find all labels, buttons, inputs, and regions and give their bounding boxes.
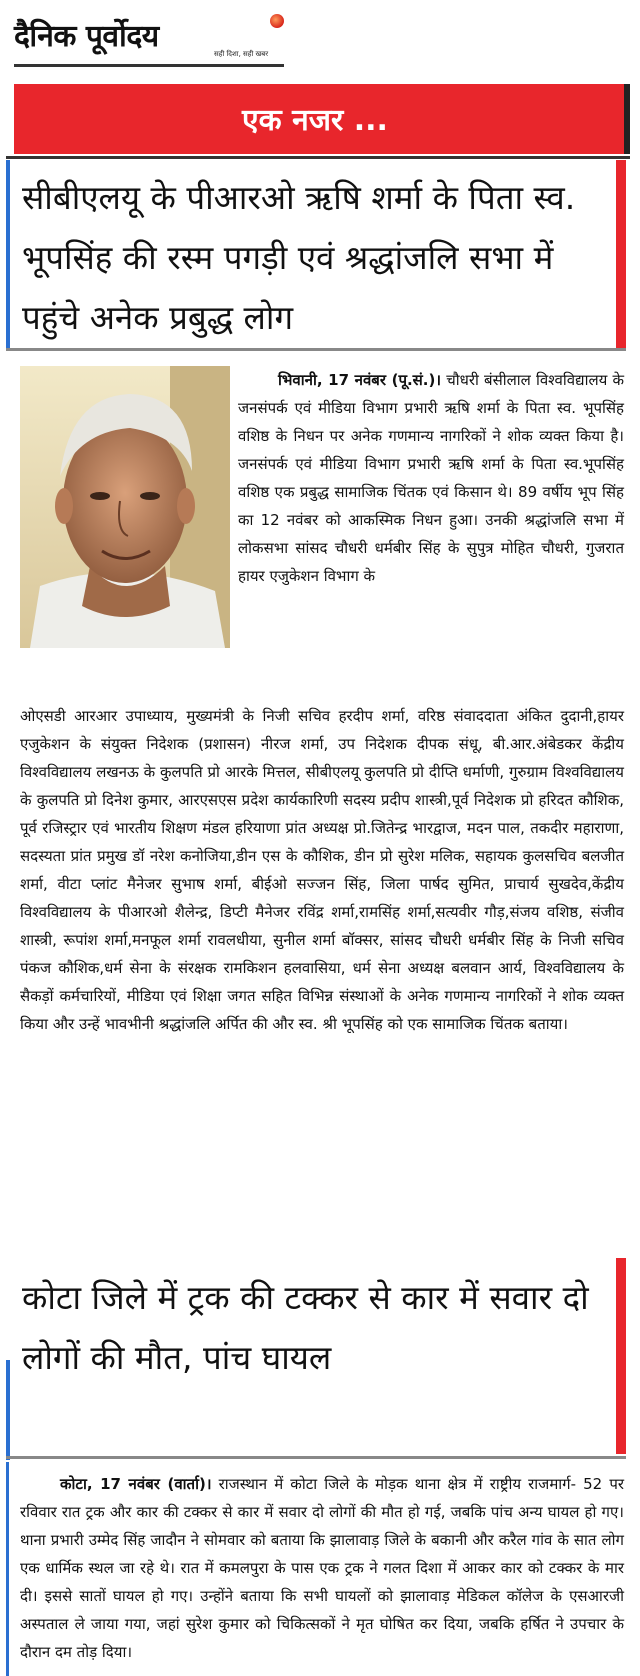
article-1-body-wrap <box>238 366 624 590</box>
article-1-photo <box>20 366 230 648</box>
tagline: सही दिशा, सही खबर <box>214 50 269 58</box>
article-1-headline: सीबीएलयू के पीआरओ ऋषि शर्मा के पिता स्व. भूपसिंह की रस्म पगड़ी एवं श्रद्धांजलि सभा में पहुंचे अनेक प्रबुद्ध लोग <box>22 178 576 337</box>
accent-bar <box>6 160 10 348</box>
accent-bar <box>616 1258 626 1454</box>
divider <box>6 348 626 351</box>
accent-bar <box>6 1360 10 1460</box>
article-2-body <box>20 1470 624 1666</box>
accent-bar <box>6 1462 9 1676</box>
article-1-body-continued: ओएसडी आरआर उपाध्याय, मुख्यमंत्री के निजी सचिव हरदीप शर्मा, वरिष्ठ संवाददाता अंकित दुदानी,हायर एजुकेशन के संयुक्त निदेशक (प्रशासन) नीरज शर्मा, उप निदेशक दीपक संधू, बी.आर.अंबेडकर केंद्रीय विश्वविद्यालय लखनऊ के कुलपति प्रो आरके मित्तल, सीबीएलयू कुलपति प्रो दीप्ति धर्माणी, गुरुग्राम विश्वविद्यालय के कुलपति प्रो दिनेश कुमार, आरएसएस प्रदेश कार्यकारिणी सदस्य प्रदीप शास्त्री,पूर्व निदेशक प्रो हरिदत कौशिक, पूर्व रजिस्ट्रार एवं भारतीय शिक्षण मंडल हरियाणा प्रांत अध्यक्ष प्रो.जितेन्द्र भारद्वाज, मदन पाल, तकदीर महाराणा, सदस्यता प्रांत प्रमुख डॉ नरेश कनोजिया,डीन एस के कौशिक, डीन प्रो सुरेश मलिक, सहायक कुलसचिव बलजीत शर्मा, वीटा प्लांट मैनेजर सुभाष शर्मा, बीईओ सज्जन सिंह, जिला पार्षद सुमित, प्राचार्य सुखदेव,केंद्रीय विश्वविद्यालय के पीआरओ शैलेन्द्र, डिप्टी मैनेजर रविंद्र शर्मा,रामसिंह शर्मा,सत्यवीर गौड़,संजय वशिष्ठ, संजीव शास्त्री, रूपांश शर्मा,मनफूल शर्मा रावलधीया, सुनील शर्मा बॉक्सर, सांसद चौधरी धर्मबीर सिंह के निजी सचिव पंकज कौशिक,धर्म सेना के संरक्षक रामकिशन हलवासिया, धर्म सेना अध्यक्ष बलवान आर्य, विश्वविद्यालय के सैकड़ों कर्मचारियों, मीडिया एवं शिक्षा जगत सहित विभिन्न संस्थाओं के अनेक गणमान्य नागरिकों ने शोक व्यक्त किया और उन्हें भावभीनी श्रद्धांजलि अर्पित की और स्व. श्री भूपसिंह को एक सामाजिक चिंतक बताया। <box>20 707 624 1033</box>
portrait-image <box>20 366 230 648</box>
accent-bar <box>616 160 626 348</box>
sun-icon <box>270 14 284 28</box>
newspaper-logo: दैनिक पूर्वोदय <box>14 19 159 54</box>
divider <box>6 156 630 159</box>
article-1-text: चौधरी बंसीलाल विश्वविद्यालय के जनसंपर्क एवं मीडिया विभाग प्रभारी ऋषि शर्मा के पिता स्व. भूपसिंह वशिष्ठ के निधन पर अनेक गणमान्य नागरिकों ने शोक व्यक्त किया है। जनसंपर्क एवं मीडिया विभाग प्रभारी ऋषि शर्मा के पिता स्व.भूपसिंह वशिष्ठ एक प्रबुद्ध सामाजिक चिंतक एवं किसान थे। 89 वर्षीय भूप सिंह का 12 नवंबर को आकस्मिक निधन हुआ। उनकी श्रद्धांजलि सभा में लोकसभा सांसद चौधरी धर्मबीर सिंह के सुपुत्र मोहित चौधरी, गुजरात हायर एजुकेशन विभाग के <box>238 371 624 585</box>
section-title: एक नजर ... <box>242 103 388 138</box>
article-2-headline: कोटा जिले में ट्रक की टक्कर से कार में सवार दो लोगों की मौत, पांच घायल <box>22 1278 589 1377</box>
article-2-text: राजस्थान में कोटा जिले के मोड़क थाना क्षेत्र में राष्ट्रीय राजमार्ग- 52 पर रविवार रात ट्रक और कार की टक्कर से कार में सवार दो लोगों की मौत हो गई, जबकि पांच अन्य घायल हो गए। थाना प्रभारी उम्मेद सिंह जादौन ने सोमवार को बताया कि झालावाड़ जिले के बकानी और करैल गांव के सात लोग एक धार्मिक स्थल जा रहे थे। रात में कमलपुरा के पास एक ट्रक ने गलत दिशा में आकर कार को टक्कर के मार दी। इससे सातों घायल हो गए। उन्होंने बताया कि सभी घायलों को झालावाड़ मेडिकल कॉलेज के एसआरजी अस्पताल ले जाया गया, जहां सुरेश कुमार को चिकित्सकों ने मृत घोषित कर दिया, जबकि हर्षित ने उपचार के दौरान दम तोड़ दिया। <box>20 1475 624 1661</box>
masthead <box>14 4 284 66</box>
divider <box>6 1456 626 1459</box>
article-2-dateline: कोटा, 17 नवंबर (वार्ता)। <box>60 1475 212 1493</box>
section-banner <box>6 84 624 154</box>
article-1-dateline: भिवानी, 17 नवंबर (पू.सं.)। <box>278 371 442 389</box>
masthead-rule <box>14 64 284 67</box>
